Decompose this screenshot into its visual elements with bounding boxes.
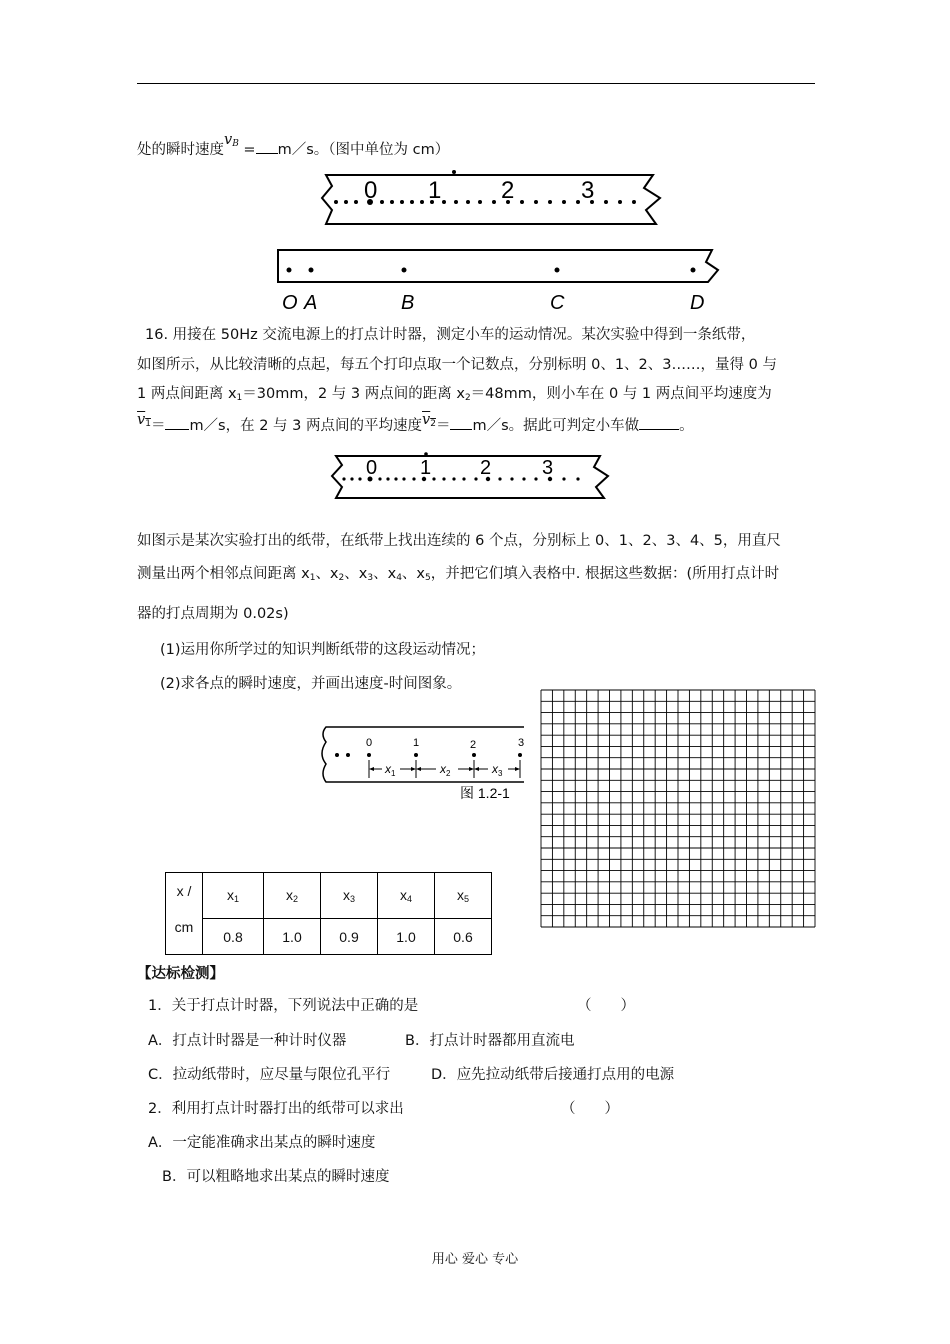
paper-tape-figure-3 <box>328 450 620 508</box>
intro-line-1: 如图示是某次实验打出的纸带，在纸带上找出连续的 6 个点，分别标上 0、1、2、3、4、5，用直尺 <box>137 533 781 549</box>
graph-paper-grid[interactable] <box>540 689 816 928</box>
tape3-label-3: 3 <box>542 457 554 479</box>
table-col-header: $x_1$ <box>203 873 264 919</box>
table-cell-value: 0.9 <box>321 919 378 955</box>
test-q2-option-b[interactable]: B．可以粗略地求出某点的瞬时速度 <box>162 1169 390 1185</box>
test-q1-option-b[interactable]: B．打点计时器都用直流电 <box>405 1033 575 1049</box>
answer-blank-v1[interactable] <box>165 415 189 430</box>
table-col-header: $x_3$ <box>321 873 378 919</box>
tape2-label-c: C <box>550 292 565 314</box>
table-cell-value: 1.0 <box>264 919 321 955</box>
tape2-label-o: O <box>282 292 298 314</box>
page-footer: 用心 爱心 专心 <box>431 1252 519 1267</box>
tape3-label-1: 1 <box>420 457 432 479</box>
table-cell-value: 0.6 <box>435 919 492 955</box>
q16-line-1: 16. 用接在 50Hz 交流电源上的打点计时器，测定小车的运动情况。某次实验中得到一条纸带， <box>145 327 756 343</box>
q16-line-4: $v_1=$ m／s，在 2 与 3 两点间的平均速度$v_2=$ m／s。据此可判定小车做 。 <box>137 412 694 434</box>
fig-point-label-2: 2 <box>470 739 477 751</box>
v1-bar-symbol: $v_1$ <box>137 412 151 429</box>
question-vb-line: 处的瞬时速度$v_B$ = m／s。（图中单位为 cm） <box>137 132 450 158</box>
tape1-label-2: 2 <box>501 177 515 204</box>
test-q2-option-a[interactable]: A．一定能准确求出某点的瞬时速度 <box>148 1135 376 1151</box>
fig-x2-label: $x_2$ <box>440 762 451 778</box>
fig-point-label-3: 3 <box>518 737 525 749</box>
q16-line-3: 1 两点间距离 $x_1=30mm$，2 与 3 两点间的距离 $x_2=48mm$，则小车在 0 与 1 两点间平均速度为 <box>137 386 772 403</box>
test-q2-paren[interactable]: （ ） <box>561 1101 619 1117</box>
figure-caption: 图 1.2-1 <box>460 785 510 801</box>
test-q1-option-c[interactable]: C．拉动纸带时，应尽量与限位孔平行 <box>148 1067 391 1083</box>
tape1-label-0: 0 <box>364 177 378 204</box>
test-heading: 【达标检测】 <box>137 966 224 982</box>
test-q1: 1．关于打点计时器，下列说法中正确的是 <box>148 998 419 1014</box>
intro-item-1: (1)运用你所学过的知识判断纸带的这段运动情况； <box>160 642 486 658</box>
fig-x3-label: $x_3$ <box>492 762 503 778</box>
v2-bar-symbol: $v_2$ <box>422 412 436 429</box>
table-col-header: $x_5$ <box>435 873 492 919</box>
answer-blank[interactable] <box>256 139 278 154</box>
tape2-label-b: B <box>401 292 415 314</box>
tape1-label-3: 3 <box>581 177 595 204</box>
fig-point-label-1: 1 <box>413 737 420 749</box>
answer-blank-motion[interactable] <box>639 415 679 430</box>
table-col-header: $x_4$ <box>378 873 435 919</box>
table-cell-value: 1.0 <box>378 919 435 955</box>
intro-item-2: (2)求各点的瞬时速度，并画出速度-时间图象。 <box>160 676 462 692</box>
tape2-label-a: A <box>304 292 318 314</box>
tape1-label-1: 1 <box>428 177 442 204</box>
vb-symbol: $v_B$ <box>224 132 239 149</box>
fig-point-label-0: 0 <box>366 737 373 749</box>
paper-tape-figure-1 <box>318 168 674 234</box>
test-q1-paren[interactable]: （ ） <box>577 998 635 1014</box>
intro-line-2: 测量出两个相邻点间距离 $x_1$、$x_2$、$x_3$、$x_4$、$x_5$，并把它们填入表格中. 根据这些数据：(所用打点计时 <box>137 566 780 583</box>
table-header-unit: x / cm <box>166 873 203 955</box>
paper-tape-figure-2 <box>272 246 722 316</box>
test-q1-option-d[interactable]: D．应先拉动纸带后接通打点用的电源 <box>431 1067 675 1083</box>
fig-x1-label: $x_1$ <box>385 762 396 778</box>
table-cell-value: 0.8 <box>203 919 264 955</box>
figure-1-2-1 <box>312 722 527 812</box>
q16-line-2: 如图所示，从比较清晰的点起，每五个打印点取一个记数点，分别标明 0、1、2、3……，量得 0 与 <box>137 357 777 373</box>
intro-line-3: 器的打点周期为 0.02s) <box>137 606 289 622</box>
tape2-label-d: D <box>690 292 705 314</box>
test-q1-option-a[interactable]: A．打点计时器是一种计时仪器 <box>148 1033 347 1049</box>
test-q2: 2．利用打点计时器打出的纸带可以求出 <box>148 1101 404 1117</box>
header-rule <box>137 83 815 84</box>
answer-blank-v2[interactable] <box>450 415 472 430</box>
measurement-table <box>165 872 492 955</box>
table-col-header: $x_2$ <box>264 873 321 919</box>
tape3-label-0: 0 <box>366 457 378 479</box>
tape3-label-2: 2 <box>480 457 492 479</box>
